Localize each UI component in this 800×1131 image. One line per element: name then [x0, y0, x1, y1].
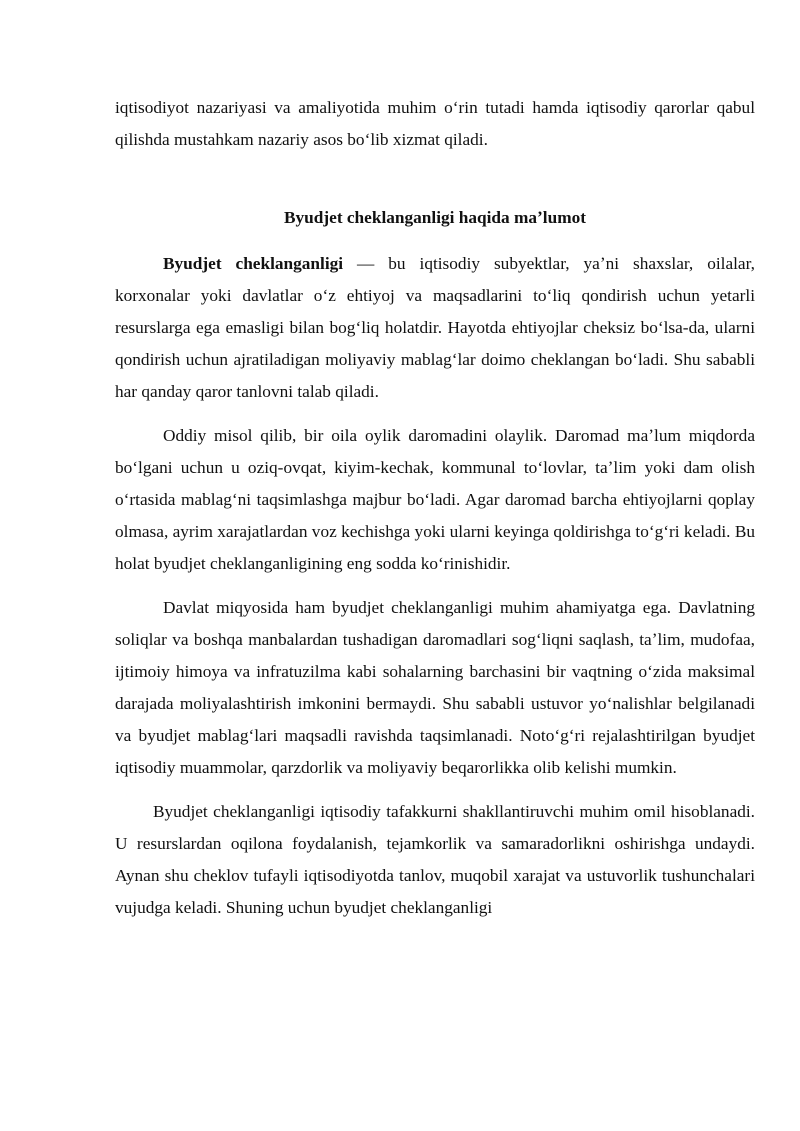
spacer: [115, 234, 755, 248]
spacer: [115, 580, 755, 592]
spacer: [115, 156, 755, 202]
state-level-paragraph: Davlat miqyosida ham byudjet cheklanganligi muhim ahamiyatga ega. Davlatning soliqlar va boshqa manbalardan tushadigan daromadlari sogʻliqni saqlash, taʼlim, mudofaa, ijtimoiy himoya va infratuzilma kabi sohalarning barchasini bir vaqtning oʻzida maksimal darajada moliyalashtirish imkonini bermaydi. Shu sababli ustuvor yoʻnalishlar belgilanadi va byudjet mablagʻlari maqsadli ravishda taqsimlanadi. Notoʻgʻri rejalashtirilgan byudjet iqtisodiy muammolar, qarzdorlik va moliyaviy beqarorlikka olib kelishi mumkin.: [115, 598, 755, 777]
economic-thinking-paragraph: Byudjet cheklanganligi iqtisodiy tafakkurni shakllantiruvchi muhim omil hisoblanadi. U resurslardan oqilona foydalanish, tejamkorlik va samaradorlikni oshirishga undaydi. Aynan shu cheklov tufayli iqtisodiyotda tanlov, muqobil xarajat va ustuvorlik tushunchalari vujudga keladi. Shuning uchun byudjet cheklanganligi: [115, 802, 755, 917]
definition-text: — bu iqtisodiy subyektlar, yaʼni shaxslar, oilalar, korxonalar yoki davlatlar oʻz ehtiyoj va maqsadlarini toʻliq qondirish uchun yetarli resurslarga ega emasligi bilan bogʻliq holatdir. Hayotda ehtiyojlar cheksiz boʻlsa-da, ularni qondirish uchun ajratiladigan moliyaviy mablagʻlar doimo cheklangan boʻladi. Shu sababli har qanday qaror tanlovni talab qiladi.: [115, 254, 755, 401]
document-page: [115, 92, 755, 924]
term-bold: Byudjet cheklanganligi: [163, 254, 344, 273]
spacer: [115, 408, 755, 420]
intro-paragraph: iqtisodiyot nazariyasi va amaliyotida muhim oʻrin tutadi hamda iqtisodiy qarorlar qabul qilishda mustahkam nazariy asos boʻlib xizmat qiladi.: [115, 98, 755, 149]
section-heading: Byudjet cheklanganligi haqida maʼlumot: [284, 208, 586, 227]
family-example-paragraph: Oddiy misol qilib, bir oila oylik daromadini olaylik. Daromad maʼlum miqdorda boʻlgani uchun u oziq-ovqat, kiyim-kechak, kommunal toʻlovlar, taʼlim yoki dam olish oʻrtasida mablagʻni taqsimlashga majbur boʻladi. Agar daromad barcha ehtiyojlarni qoplay olmasa, ayrim xarajatlardan voz kechishga yoki ularni keyinga qoldirishga toʻgʻri keladi. Bu holat byudjet cheklanganligining eng sodda koʻrinishidir.: [115, 426, 755, 573]
definition-paragraph: [115, 248, 755, 408]
spacer: [115, 784, 755, 796]
